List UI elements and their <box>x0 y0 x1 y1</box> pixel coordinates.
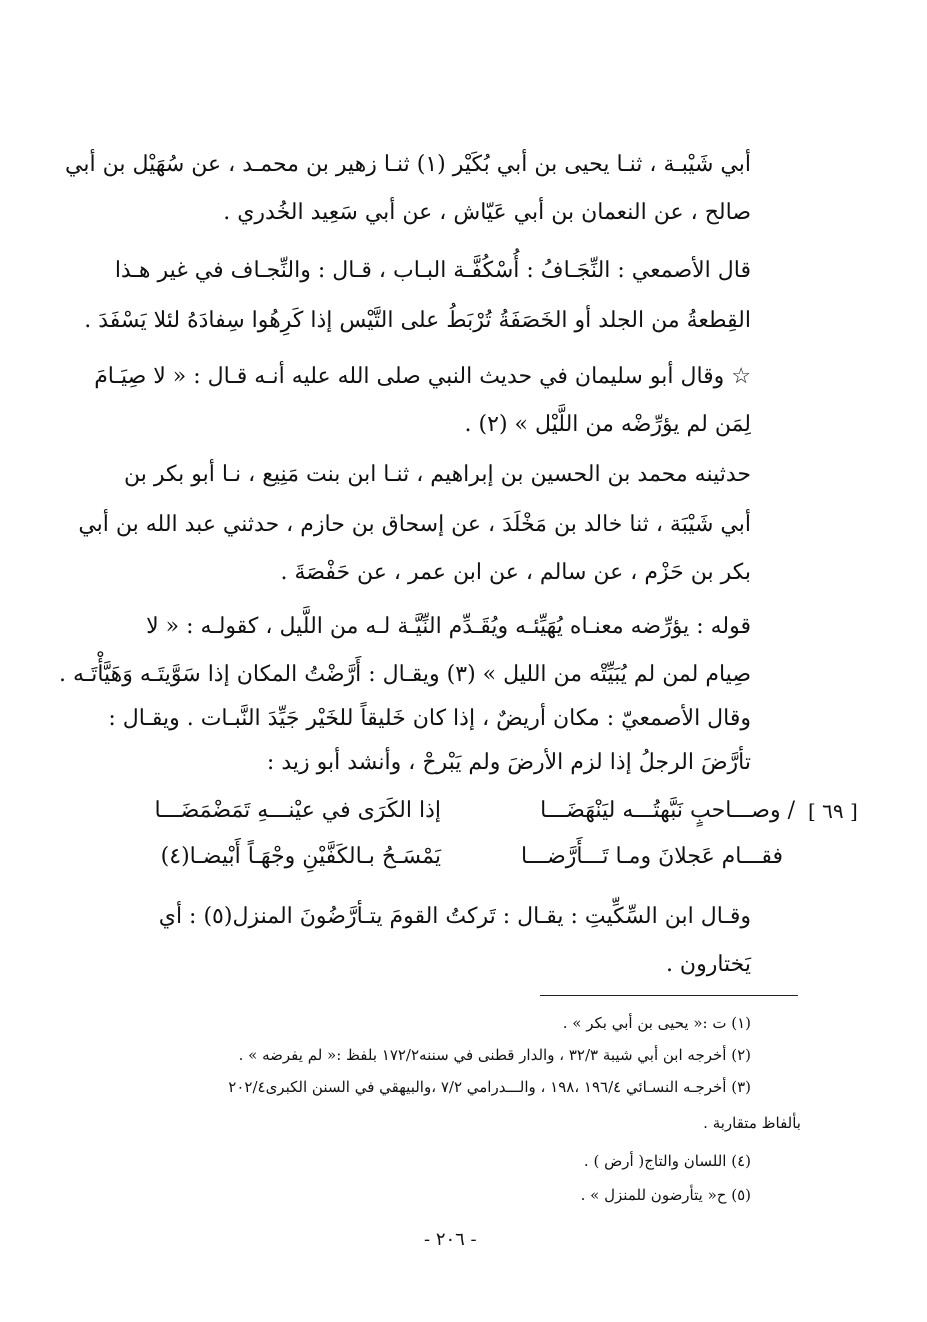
body-line: بكر بن حَزْم ، عن سالم ، عن ابن عمر ، عن حَفْصَةَ . <box>280 560 751 585</box>
body-line: صِيام لمن لم يُبَيِّتْه من الليل » (٣) ويقـال : أَرَّضْتُ المكان إذا سَوَّيتَـه وَهَيَّأْتَـه . <box>58 662 751 687</box>
body-line: ☆ وقال أبو سليمان في حديث النبي صلى الله عليه أنـه قـال : « لا صِيَـامَ <box>94 364 751 389</box>
body-line: حدثينه محمد بن الحسين بن إبراهيم ، ثنـا ابن بنت مَنِيع ، نـا أبو بكر بن <box>123 462 751 487</box>
body-line: وقـال ابن السِّكِّيتِ : يقـال : تَركتُ القومَ يتـأرَّضُونَ المنزل(٥) : أي <box>158 904 751 929</box>
verse-hemistich: / وصـــاحبٍ نَبَّهتُـــه ليَنْهَضَـــا <box>540 798 795 823</box>
footnote: (٤) اللسان والتاج( أرض ) . <box>583 1152 751 1170</box>
body-line: أبي شَيْبَة ، ثنا خالد بن مَخْلَدَ ، عن إسحاق بن حازم ، حدثني عبد الله بن أبي <box>78 512 751 537</box>
verse-hemistich: يَمْسَـحُ بـالكَفَّيْنِ وجْهَـاً أَبْيضـا(٤) <box>160 844 441 869</box>
body-line: قوله : يؤرِّضه معنـاه يُهَيِّئـه ويُقَـدِّم النِّيَّـة لـه من اللَّيل ، كقولـه : « لا <box>146 614 751 639</box>
body-line: القِطعةُ من الجلد أو الخَصَفَةُ تُرْبَطُ على التَّيْس إذا كَرِهُوا سِفادَهُ لئلا يَسْفَدَ . <box>84 308 751 333</box>
footnote: (١) ت :« يحيى بن أبي بكر » . <box>562 1014 751 1032</box>
body-line: أبي شَيْبـة ، ثنـا يحيى بن أبي بُكَيْر (١) ثنـا زهير بن محمـد ، عن سُهَيْل بن أبي <box>65 152 751 177</box>
body-line: وقال الأصمعيّ : مكان أريضٌ ، إذا كان خَليقاً للخَيْر جَيِّدَ النَّبـات . ويقـال : <box>108 706 751 731</box>
verse-hemistich: إذا الكَرَى في عيْنـــهِ تَمَضْمَضَـــا <box>154 798 441 823</box>
footnote-continuation: بألفاظ متقاربة . <box>703 1114 801 1132</box>
footnote: (٥) ح« يتأرضون للمنزل » . <box>580 1186 751 1204</box>
page-number: - ٢٠٦ - <box>424 1229 477 1250</box>
body-line: يَختارون . <box>665 952 751 977</box>
footnote: (٢) أخرجه ابن أبي شيبة ٣٢/٣ ، والدار قطنى في سننه١٧٢/٢ بلفظ :« لم يفرضه » . <box>238 1046 751 1064</box>
footnote-separator <box>540 995 798 996</box>
body-line: قال الأصمعي : النِّجَـافُ : أُسْكُفَّـة البـاب ، قـال : والنِّجـاف في غير هـذا <box>114 258 751 283</box>
body-line: صالح ، عن النعمان بن أبي عَيّاش ، عن أبي سَعِيد الخُدري . <box>223 200 751 225</box>
verse-hemistich: فقـــام عَجلانَ ومـا تَـــأَرَّضـــا <box>521 844 783 869</box>
body-line: تأرَّضَ الرجلُ إذا لزم الأرضَ ولم يَبْرحْ ، وأنشد أبو زيد : <box>266 750 751 775</box>
footnote: (٣) أخرجـه النسـائي ١٩٦/٤ ،١٩٨ ، والـــدرامي ٧/٢ ،والبيهقي في السنن الكبرى٢٠٢/٤ <box>228 1078 751 1096</box>
body-line: لِمَن لم يؤرِّضْه من اللَّيْل » (٢) . <box>464 412 751 437</box>
margin-page-note: [ ٦٩ ] <box>808 799 858 823</box>
